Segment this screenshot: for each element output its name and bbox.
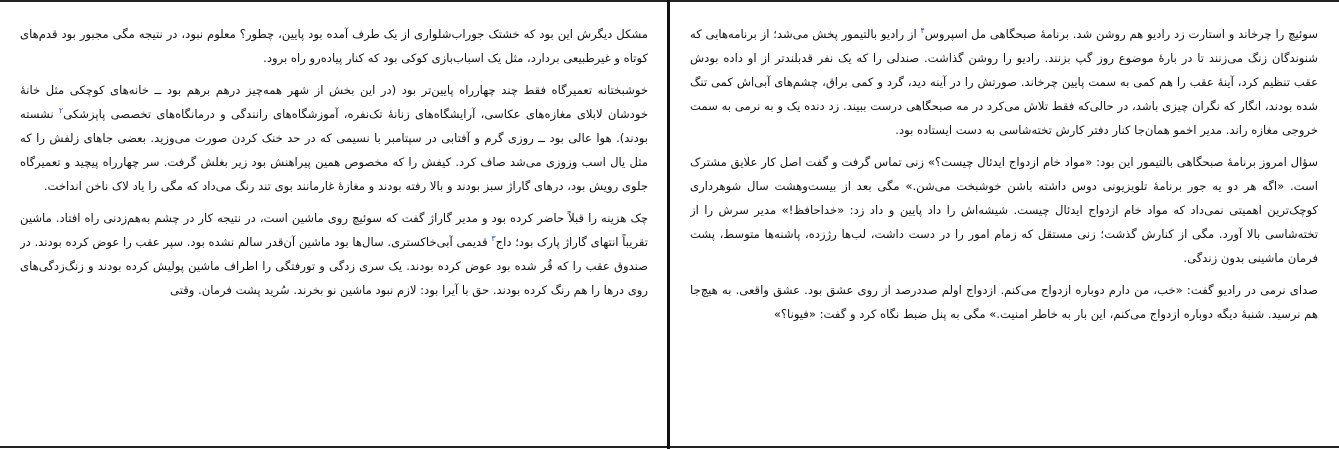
text: چک هزینه را قبلاً حاضر کرده بود و مدیر گاراژ گفت که سوئیچ روی ماشین است، در نتیجه کار در چشم به‌هم‌زدنی راه افتاد. ماشین تقریباً انتهای گاراژ پارک بود؛ داج [20, 211, 648, 249]
text: صدای نرمی در رادیو گفت: «خب، من دارم دوباره ازدواج می‌کنم. ازدواج اولم صددرصد از روی عشق بود. عشق واقعی. به هیچ‌جا هم نرسید. شنبهٔ دیگه دوباره ازدواج می‌کنم، این بار به خاطر امنیت.» مگی به پنل ضبط نگاه کرد و گفت: «فیونا؟» [690, 283, 1318, 321]
page-divider [667, 0, 670, 449]
footnote-marker[interactable]: ۴ [920, 26, 925, 36]
footnote-marker[interactable]: ۲ [58, 106, 64, 116]
left-page [20, 22, 648, 442]
text: قدیمی آبی‌خاکستری. سال‌ها بود ماشین آن‌قدر سالم نشده بود. سپر عقب را عوض کرده بودند. در صندوق عقب را که قُر شده بود عوض کرده بودند. یک سری زدگی و تورفتگی را اطراف ماشین پولیش کرده بودند و زنگ‌زدگی‌های روی درها را هم رنگ کرده بودند. حق با آیرا بود: لازم نبود ماشین نو بخرند. سُرید پشت فرمان. وقتی [20, 235, 648, 297]
paragraph [690, 278, 1318, 326]
paragraph [20, 78, 648, 198]
text: نشسته بودند). هوا عالی بود ــ روزی گرم و آفتابی در سپتامبر با نسیمی که در حد خنک کردن صورت می‌وزید. بعضی جاهای زلفش را که مثل یال اسب وزوزی می‌شد صاف کرد. کیفش را که مخصوص همین پیراهنش بود زیر بغلش گرفت. سر چهارراه پیچید و تعمیرگاه جلوی رویش بود، درهای گاراژ سبز بودند و بالا رفته بودند و مغازهٔ غارمانند بوی تند رنگ می‌داد که مگی را یاد لاک ناخن انداخت. [20, 107, 648, 193]
text: سؤال امروز برنامهٔ صبحگاهی بالتیمور این بود: «مواد خام ازدواج ایدئال چیست؟» زنی تماس گرفت و گفت اصل کار علایق مشترک است. «اگه هر دو یه جور برنامهٔ تلویزیونی دوس داشته باشن خوشبخت می‌شن.» مگی بعد از بیست‌وهشت سال شوهرداری کوچک‌ترین اهمیتی نمی‌داد که مواد خام ازدواج ایدئال چیست. شیشه‌اش را داد پایین و داد زد: «خداحافظ!» مدیر سرش را از تخته‌شاسی بالا آورد. مگی از کنارش گذشت؛ زنی مستقل که زمام امور را در دست داشت، لب‌ها رژزده، پاشنه‌ها متوسط، پشت فرمان ماشینی بدون زندگی. [690, 155, 1318, 265]
text: از رادیو بالتیمور پخش می‌شد؛ از برنامه‌هایی که شنوندگان زنگ می‌زنند تا در بارهٔ موضوع روز گپ بزنند. رادیو را روشن گذاشت. صندلی را که یک نفر قدبلندتر از او داده بودش عقب تنظیم کرد، آینهٔ عقب را هم کمی به سمت پایین چرخاند. صورتش را در آینه دید، گرد و کمی براق، چشم‌های آبی‌اش کمی تنگ شده بودند، انگار که نگران چیزی باشد، در حالی‌که فقط تلاش می‌کرد در مه صبحگاهی درست ببیند. زد دنده یک و به نرمی به سمت خروجی مغازه راند. مدیر اخمو همان‌جا کنار دفتر کارش تخته‌شاسی به دست ایستاده بود. [690, 27, 1318, 137]
text: مشکل دیگرش این بود که خشتک جوراب‌شلواری از یک طرف آمده بود پایین، چطور؟ معلوم نبود، در نتیجه مگی مجبور بود قدم‌های کوتاه و غیرطبیعی بردارد، مثل یک اسباب‌بازی کوکی بود که کنار پیاده‌رو راه برود. [20, 27, 648, 65]
paragraph [20, 206, 648, 302]
paragraph [690, 150, 1318, 270]
text: سوئیچ را چرخاند و استارت زد رادیو هم روشن شد. برنامهٔ صبحگاهی مل اسپروس [924, 27, 1318, 41]
paragraph [690, 22, 1318, 142]
paragraph [20, 22, 648, 70]
footnote-marker[interactable]: ۳ [491, 234, 496, 244]
text: خوشبختانه تعمیرگاه فقط چند چهارراه پایین‌تر بود (در این بخش از شهر همه‌چیز درهم برهم بود ــ خانه‌های کوچکی مثل خانهٔ خودشان لابلای مغازه‌های عکاسی، آرایشگاه‌های زنانهٔ تک‌نفره، آموزشگاه‌های رانندگی و درمانگاه‌های تخصصی پاپزشکی [20, 83, 648, 121]
right-page [690, 22, 1318, 442]
